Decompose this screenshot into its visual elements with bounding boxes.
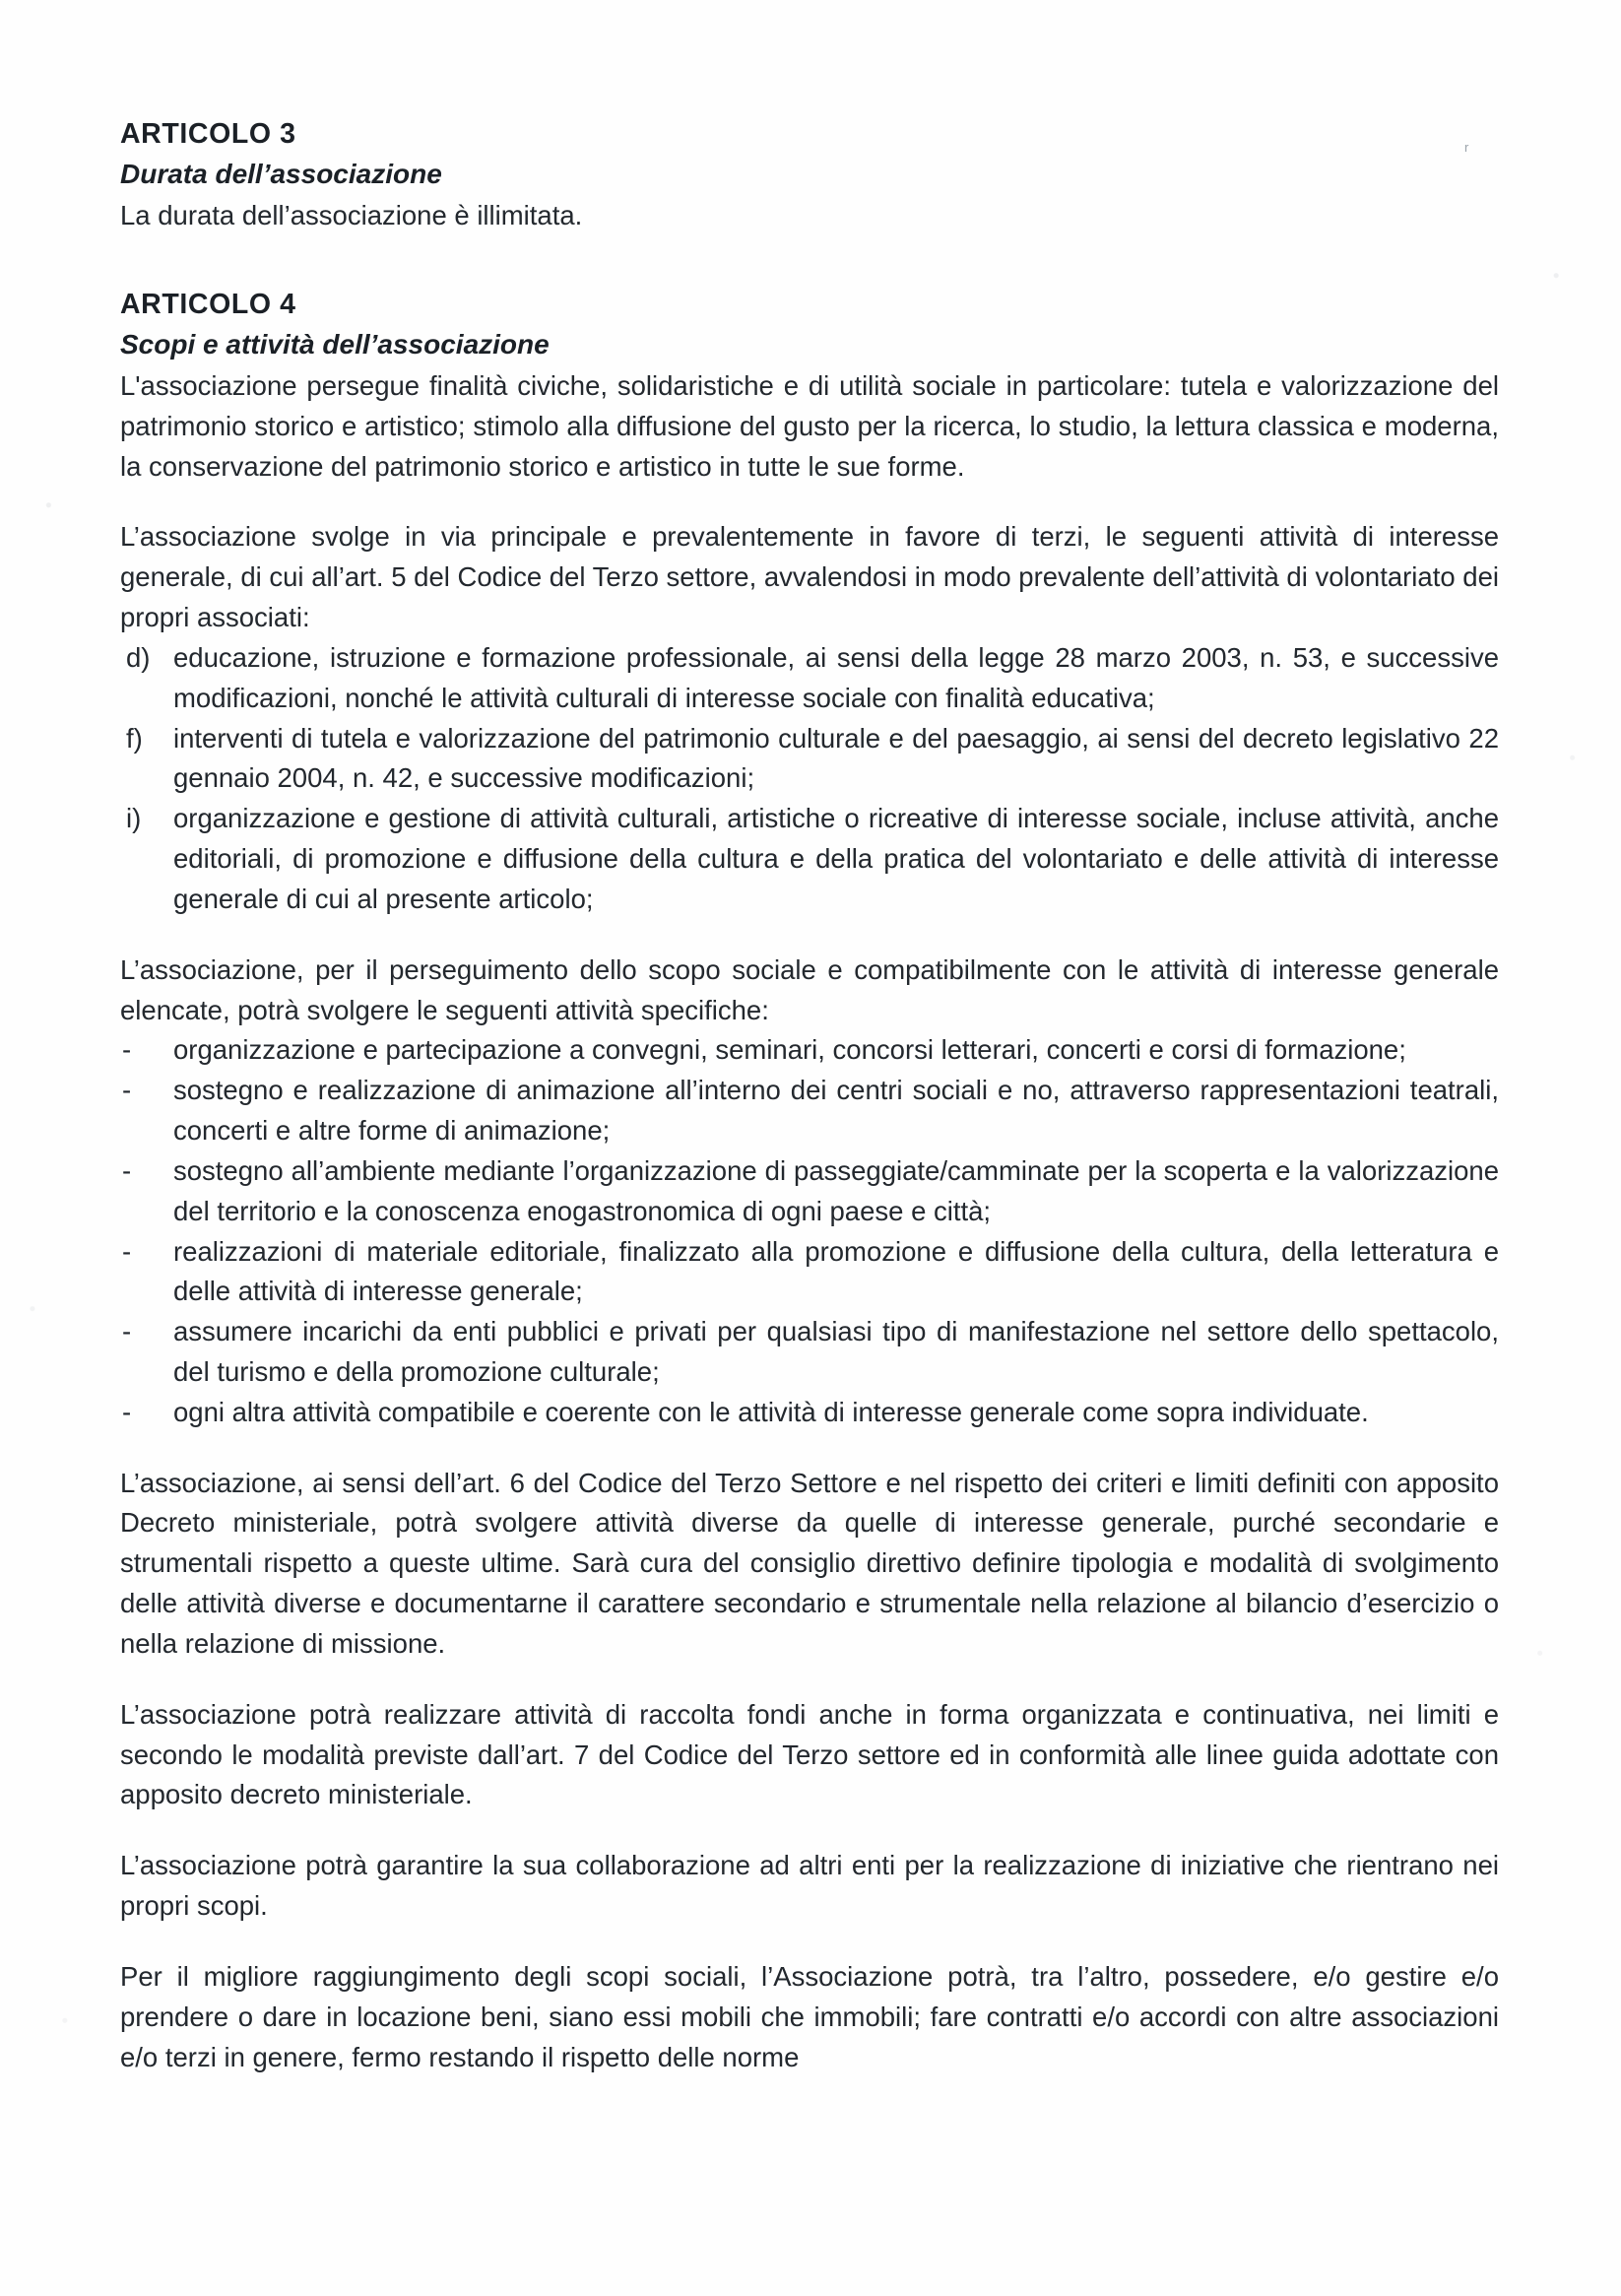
list-item [120,1393,1499,1433]
article-3-heading: ARTICOLO 3 [120,118,296,150]
list-item [120,799,1499,919]
paragraph-purposes-intro: L'associazione persegue finalità civiche, solidaristiche e di utilità sociale in particolare: tutela e valorizzazione del patrimonio storico e artistico; stimolo alla diffusione del gusto per la ricerca, lo studio, la lettura classica e moderna, la conservazione del patrimonio storico e artistico in tutte le sue forme. [120,369,1499,482]
list-marker: f) [126,722,143,754]
list-marker: d) [126,641,151,673]
lettered-activities-list [120,638,1499,920]
list-marker: - [122,1316,132,1347]
scan-artifact-mark: r [1464,140,1469,155]
paragraph-collaboration: L’associazione potrà garantire la sua collaborazione ad altri enti per la realizzazione di iniziative che rientrano nei propri scopi. [120,1850,1499,1922]
list-marker: - [122,1034,132,1066]
paragraph-spacer [120,1665,1499,1695]
paragraph-specific-activities-intro: L’associazione, per il perseguimento dello scopo sociale e compatibilmente con le attività di interesse generale elencate, potrà svolgere le seguenti attività specifiche: [120,953,1499,1025]
list-item [120,1312,1499,1393]
list-item-text: organizzazione e gestione di attività culturali, artistiche o ricreative di interesse sociale, incluse attività, anche editoriali, di promozione e diffusione della cultura e della pratica del volontariato e delle attività di interesse generale di cui al presente articolo; [173,803,1499,914]
list-marker: - [122,1154,132,1186]
article-3-subtitle: Durata dell’associazione [120,158,442,189]
list-item [120,719,1499,800]
article-4-heading: ARTICOLO 4 [120,289,296,321]
paragraph-spacer [120,1433,1499,1464]
list-marker: - [122,1075,132,1106]
list-item-text: realizzazioni di materiale editoriale, finalizzato alla promozione e diffusione della cultura, della letteratura e delle attività di interesse generale; [173,1235,1499,1307]
list-marker: i) [126,803,142,834]
paragraph-spacer [120,1815,1499,1846]
list-marker: - [122,1235,132,1267]
article-section-3 [120,116,1499,235]
paragraph-diverse-activities: L’associazione, ai sensi dell’art. 6 del Codice del Terzo Settore e nel rispetto dei criteri e limiti definiti con apposito Decreto ministeriale, potrà svolgere attività diverse da quelle di interesse generale, purché secondarie e strumentali rispetto a queste ultime. Sarà cura del consiglio direttivo definire tipologia e modalità di svolgimento delle attività diverse e documentarne il carattere secondario e strumentale nella relazione al bilancio d’esercizio o nella relazione di missione. [120,1467,1499,1659]
list-item [120,1151,1499,1232]
paragraph-general-interest-intro: L’associazione svolge in via principale e prevalentemente in favore di terzi, le seguenti attività di interesse generale, di cui all’art. 5 del Codice del Terzo settore, avvalendosi in modo prevalente dell’attività di volontariato dei propri associati: [120,521,1499,633]
list-item-text: ogni altra attività compatibile e coerente con le attività di interesse generale come sopra individuate. [173,1396,1369,1427]
list-item [120,1030,1499,1071]
list-item [120,1071,1499,1151]
list-item [120,638,1499,719]
list-item [120,1232,1499,1313]
list-item-text: organizzazione e partecipazione a convegni, seminari, concorsi letterari, concerti e corsi di formazione; [173,1034,1406,1066]
list-item-text: sostegno e realizzazione di animazione all’interno dei centri sociali e no, attraverso rappresentazioni teatrali, concerti e altre forme di animazione; [173,1075,1499,1147]
list-marker: - [122,1396,132,1427]
article-3-body: La durata dell’associazione è illimitata. [120,199,583,230]
article-4-subtitle: Scopi e attività dell’associazione [120,329,550,360]
paragraph-spacer [120,920,1499,951]
paragraph-fundraising: L’associazione potrà realizzare attività di raccolta fondi anche in forma organizzata e continuativa, nei limiti e secondo le modalità previste dall’art. 7 del Codice del Terzo settore ed in conformità alle linee guida adottate con apposito decreto ministeriale. [120,1698,1499,1810]
specific-activities-list [120,1030,1499,1432]
list-item-text: assumere incarichi da enti pubblici e privati per qualsiasi tipo di manifestazione nel settore dello spettacolo, del turismo e della promozione culturale; [173,1316,1499,1387]
paragraph-spacer [120,1927,1499,1957]
list-item-text: sostegno all’ambiente mediante l’organizzazione di passeggiate/camminate per la scoperta e la valorizzazione del territorio e la conoscenza enogastronomica di ogni paese e città; [173,1154,1499,1226]
list-item-text: interventi di tutela e valorizzazione del patrimonio culturale e del paesaggio, ai sensi del decreto legislativo 22 gennaio 2004, n. 42, e successive modificazioni; [173,722,1499,794]
article-section-4 [120,287,1499,2077]
list-item-text: educazione, istruzione e formazione professionale, ai sensi della legge 28 marzo 2003, n. 53, e successive modificazioni, nonché le attività culturali di interesse sociale con finalità educativa; [173,641,1499,713]
paragraph-spacer [120,487,1499,517]
paragraph-assets-contracts: Per il migliore raggiungimento degli scopi sociali, l’Associazione potrà, tra l’altro, possedere, e/o gestire e/o prendere o dare in locazione beni, siano essi mobili che immobili; fare contratti e/o accordi con altre associazioni e/o terzi in genere, fermo restando il rispetto delle norme [120,1960,1499,2072]
section-spacer [120,235,1499,287]
document-body [120,116,1499,2077]
